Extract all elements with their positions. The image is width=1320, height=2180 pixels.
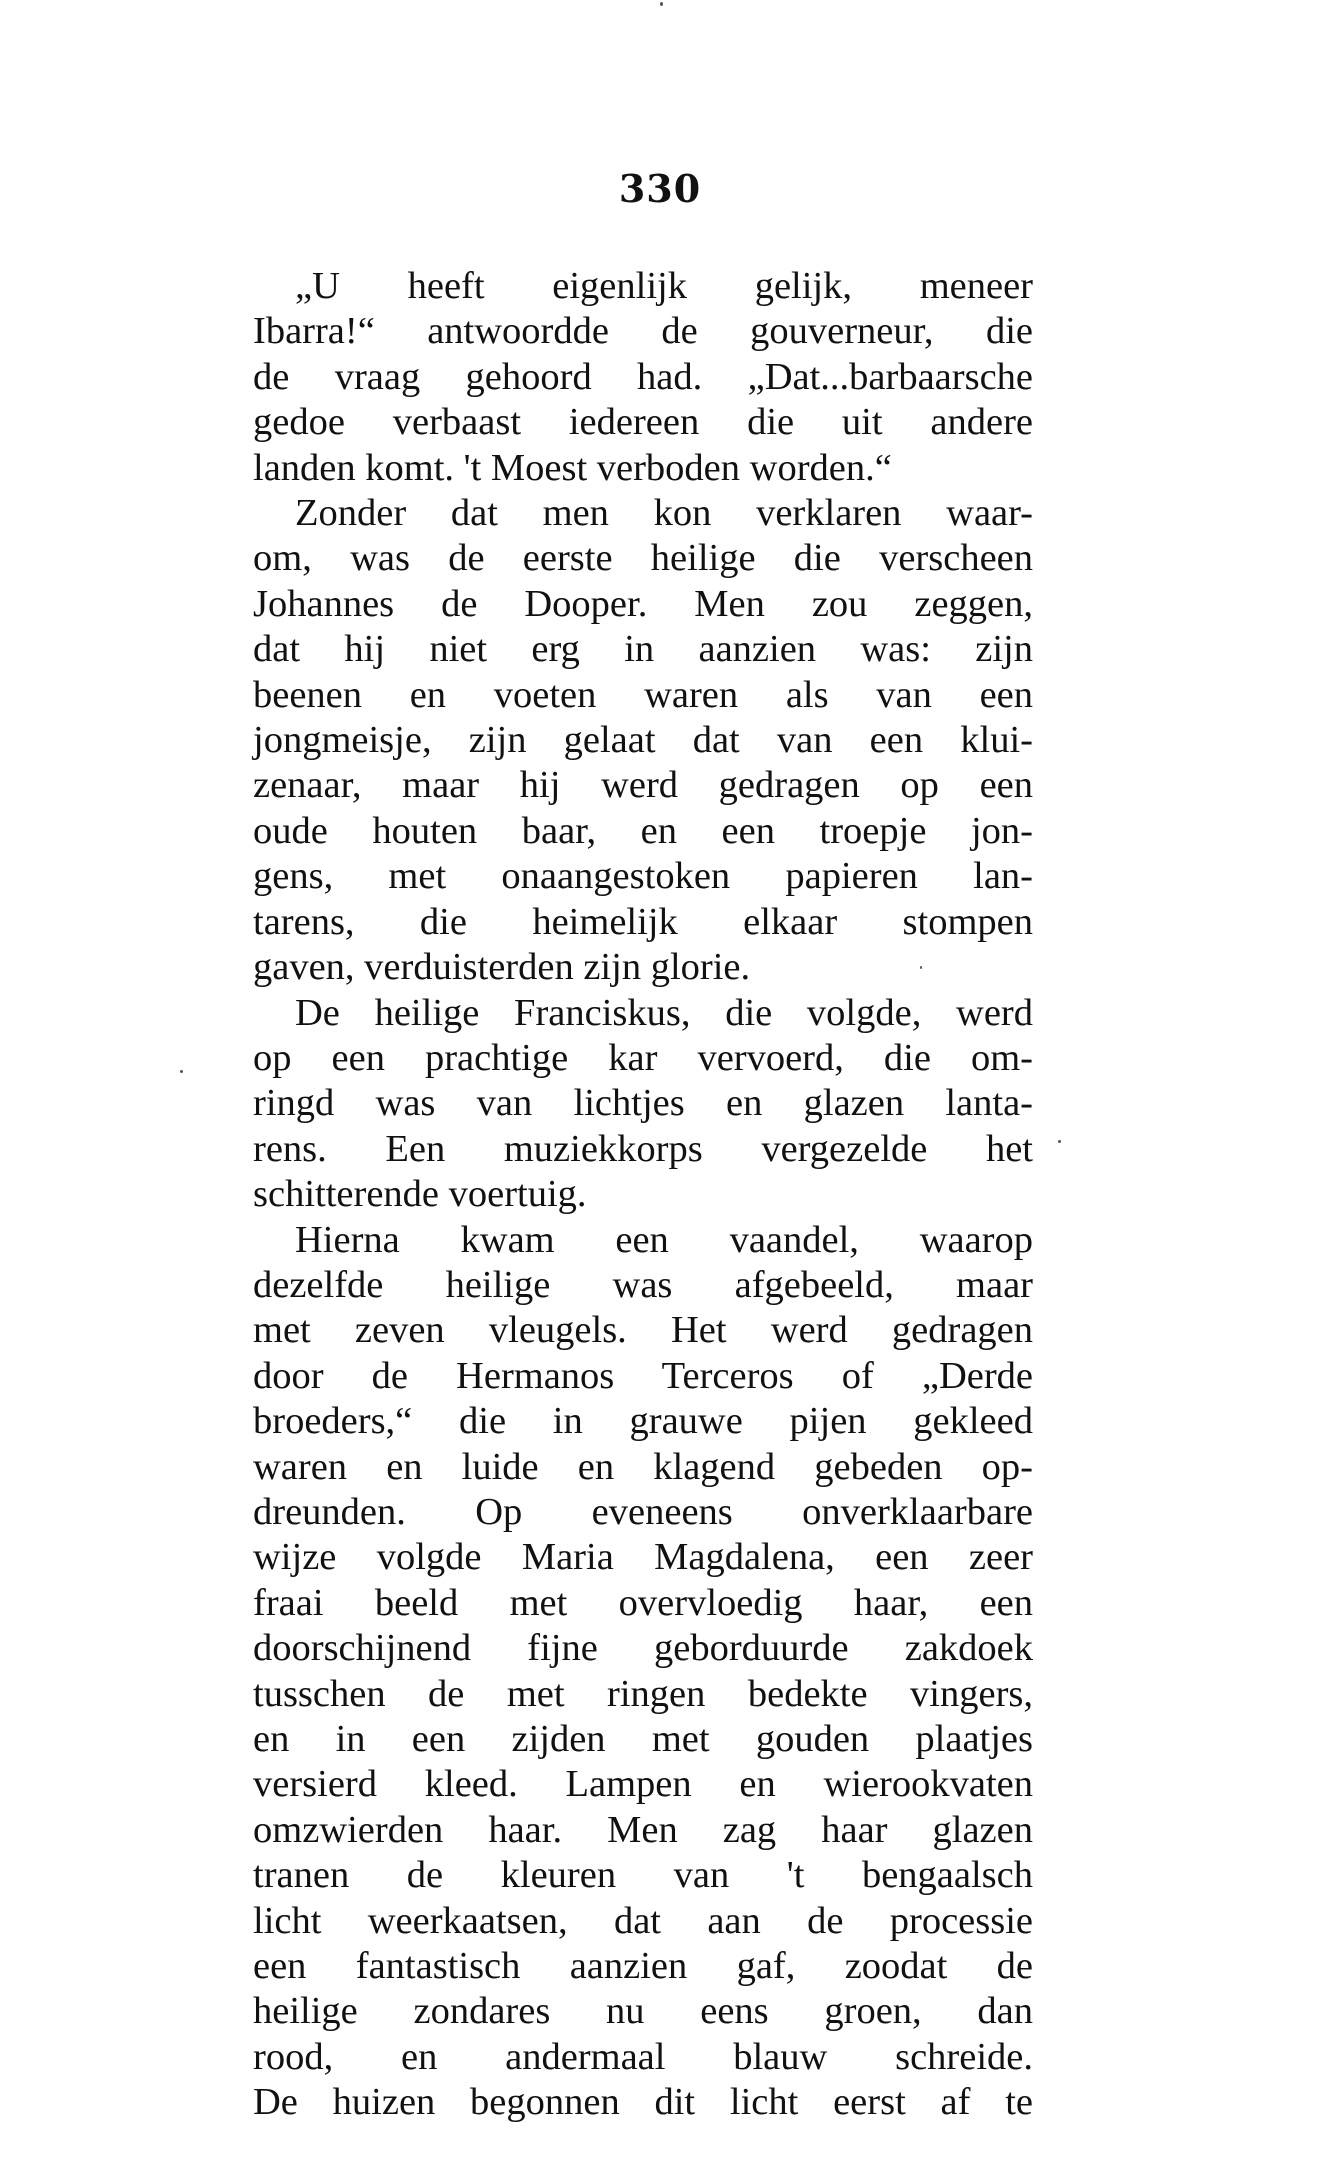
text-line: Zonder dat men kon verklaren waar- bbox=[295, 492, 1033, 535]
scan-speck bbox=[180, 1070, 183, 1073]
text-line: waren en luide en klagend gebeden op- bbox=[253, 1445, 1033, 1488]
text-line: jongmeisje, zijn gelaat dat van een klui- bbox=[253, 719, 1033, 762]
text-line: landen komt. 't Moest verboden worden.“ bbox=[253, 446, 892, 489]
text-line: fraai beeld met overvloedig haar, een bbox=[253, 1581, 1033, 1624]
text-line: gedoe verbaast iedereen die uit andere bbox=[253, 401, 1033, 444]
scan-speck bbox=[1058, 1140, 1061, 1143]
text-line: beenen en voeten waren als van een bbox=[253, 673, 1033, 716]
text-line: tranen de kleuren van 't bengaalsch bbox=[253, 1854, 1033, 1897]
text-line: met zeven vleugels. Het werd gedragen bbox=[253, 1309, 1033, 1352]
text-line: De heilige Franciskus, die volgde, werd bbox=[295, 991, 1033, 1034]
body-text bbox=[253, 264, 1033, 2126]
text-line: op een prachtige kar vervoerd, die om- bbox=[253, 1036, 1033, 1079]
page-number: 330 bbox=[618, 166, 702, 211]
text-line: tusschen de met ringen bedekte vingers, bbox=[253, 1672, 1033, 1715]
text-line: de vraag gehoord had. „Dat...barbaarsche bbox=[253, 355, 1033, 398]
text-line: „U heeft eigenlijk gelijk, meneer bbox=[295, 265, 1033, 307]
text-line: een fantastisch aanzien gaf, zoodat de bbox=[253, 1945, 1033, 1988]
text-line: om, was de eerste heilige die verscheen bbox=[253, 537, 1033, 580]
text-line: licht weerkaatsen, dat aan de processie bbox=[253, 1899, 1033, 1942]
scan-speck bbox=[660, 2, 663, 6]
text-line: schitterende voertuig. bbox=[253, 1173, 587, 1216]
text-line: dezelfde heilige was afgebeeld, maar bbox=[253, 1263, 1033, 1306]
scan-speck bbox=[920, 966, 922, 969]
text-line: ringd was van lichtjes en glazen lanta- bbox=[253, 1082, 1033, 1125]
text-line: Johannes de Dooper. Men zou zeggen, bbox=[253, 582, 1033, 625]
text-line: broeders,“ die in grauwe pijen gekleed bbox=[253, 1400, 1033, 1443]
text-line: wijze volgde Maria Magdalena, een zeer bbox=[253, 1536, 1033, 1579]
text-line: rood, en andermaal blauw schreide. bbox=[253, 2035, 1033, 2078]
text-line: rens. Een muziekkorps vergezelde het bbox=[253, 1127, 1033, 1170]
text-line: heilige zondares nu eens groen, dan bbox=[253, 1990, 1033, 2033]
text-line: versierd kleed. Lampen en wierookvaten bbox=[253, 1763, 1033, 1806]
text-line: Hierna kwam een vaandel, waarop bbox=[295, 1218, 1033, 1261]
text-line: oude houten baar, en een troepje jon- bbox=[253, 809, 1033, 852]
text-line: dat hij niet erg in aanzien was: zijn bbox=[253, 628, 1033, 671]
text-line: tarens, die heimelijk elkaar stompen bbox=[253, 900, 1033, 943]
text-line: en in een zijden met gouden plaatjes bbox=[253, 1718, 1033, 1760]
text-line: gens, met onaangestoken papieren lan- bbox=[253, 855, 1033, 898]
text-line: Ibarra!“ antwoordde de gouverneur, die bbox=[253, 310, 1033, 353]
text-line: doorschijnend fijne geborduurde zakdoek bbox=[253, 1627, 1033, 1670]
text-line: De huizen begonnen dit licht eerst af te bbox=[253, 2081, 1033, 2124]
text-line: door de Hermanos Terceros of „Derde bbox=[253, 1354, 1033, 1397]
text-line: gaven, verduisterden zijn glorie. bbox=[253, 946, 751, 989]
text-line: zenaar, maar hij werd gedragen op een bbox=[253, 764, 1033, 807]
text-line: omzwierden haar. Men zag haar glazen bbox=[253, 1808, 1033, 1851]
text-line: dreunden. Op eveneens onverklaarbare bbox=[253, 1490, 1033, 1533]
